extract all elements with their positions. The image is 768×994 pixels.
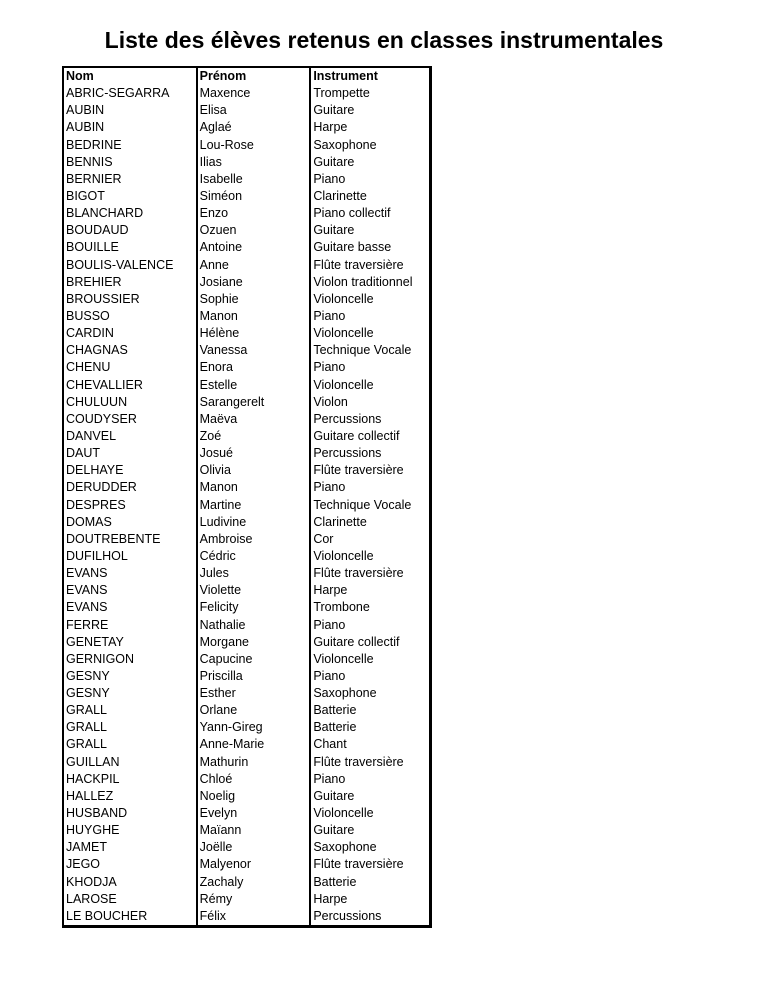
table-row [64,308,429,325]
cell-prenom: Siméon [198,188,312,205]
cell-prenom: Orlane [198,702,312,719]
table-row [64,582,429,599]
cell-instrument: Violoncelle [313,548,374,563]
cell-prenom: Sophie [198,291,312,308]
cell-nom: DAUT [64,445,198,462]
cell-nom: DANVEL [64,428,198,445]
cell-instrument: Batterie [313,874,357,889]
cell-instrument: Violoncelle [313,806,374,821]
cell-instrument: Guitare basse [313,240,392,255]
cell-nom: DERUDDER [64,479,198,496]
cell-nom: JEGO [64,856,198,873]
table-row [64,239,429,256]
cell-prenom: Yann-Gireg [198,719,312,736]
table-row [64,137,429,154]
cell-instrument: Flûte traversière [313,566,404,581]
cell-instrument: Batterie [313,720,357,735]
cell-prenom: Isabelle [198,171,312,188]
cell-instrument: Percussions [313,411,382,426]
cell-prenom: Enora [198,359,312,376]
cell-prenom: Cédric [198,548,312,565]
cell-instrument: Batterie [313,703,357,718]
cell-prenom: Anne [198,257,312,274]
cell-instrument: Piano [313,171,346,186]
cell-prenom: Enzo [198,205,312,222]
cell-nom: BIGOT [64,188,198,205]
cell-nom: DUFILHOL [64,548,198,565]
cell-instrument: Harpe [313,583,348,598]
table-row [64,85,429,102]
cell-prenom: Ambroise [198,531,312,548]
cell-prenom: Anne-Marie [198,736,312,753]
table-row [64,359,429,376]
cell-prenom: Joëlle [198,839,312,856]
cell-instrument: Guitare [313,823,355,838]
cell-instrument: Percussions [313,908,382,923]
cell-prenom: Morgane [198,634,312,651]
cell-nom: DOUTREBENTE [64,531,198,548]
table-row [64,634,429,651]
table-row [64,788,429,805]
cell-prenom: Lou-Rose [198,137,312,154]
cell-instrument: Clarinette [313,514,367,529]
cell-instrument: Technique Vocale [313,343,412,358]
cell-nom: BREHIER [64,274,198,291]
cell-instrument: Flûte traversière [313,857,404,872]
cell-instrument: Clarinette [313,188,367,203]
cell-prenom: Priscilla [198,668,312,685]
page-title: Liste des élèves retenus en classes instrumentales [104,27,664,53]
table-row [64,908,429,925]
header-nom: Nom [64,68,198,85]
cell-nom: BERNIER [64,171,198,188]
table-row [64,188,429,205]
cell-instrument: Flûte traversière [313,257,404,272]
table-row [64,497,429,514]
cell-nom: CHEVALLIER [64,377,198,394]
cell-nom: JAMET [64,839,198,856]
cell-instrument: Violoncelle [313,377,374,392]
cell-nom: EVANS [64,565,198,582]
cell-nom: BEDRINE [64,137,198,154]
cell-prenom: Aglaé [198,119,312,136]
cell-nom: HUSBAND [64,805,198,822]
table-row [64,805,429,822]
students-table [62,66,432,928]
table-row [64,822,429,839]
table-row [64,377,429,394]
cell-prenom: Martine [198,497,312,514]
cell-nom: COUDYSER [64,411,198,428]
table-row [64,754,429,771]
cell-instrument: Violoncelle [313,291,374,306]
cell-instrument: Trombone [313,600,370,615]
cell-nom: EVANS [64,599,198,616]
table-row [64,839,429,856]
cell-instrument: Percussions [313,446,382,461]
cell-nom: LAROSE [64,891,198,908]
cell-nom: BLANCHARD [64,205,198,222]
cell-instrument: Guitare collectif [313,428,400,443]
cell-prenom: Felicity [198,599,312,616]
cell-nom: GERNIGON [64,651,198,668]
cell-prenom: Estelle [198,377,312,394]
cell-nom: DOMAS [64,514,198,531]
table-header-row [64,68,429,85]
cell-nom: DESPRES [64,497,198,514]
cell-instrument: Guitare collectif [313,634,400,649]
table-row [64,411,429,428]
cell-instrument: Chant [313,737,347,752]
table-row [64,565,429,582]
table-row [64,514,429,531]
cell-nom: CHULUUN [64,394,198,411]
cell-prenom: Maëva [198,411,312,428]
table-row [64,394,429,411]
cell-instrument: Violon [313,394,348,409]
cell-prenom: Josué [198,445,312,462]
cell-instrument: Guitare [313,223,355,238]
cell-nom: GUILLAN [64,754,198,771]
table-row [64,171,429,188]
cell-prenom: Maïann [198,822,312,839]
cell-nom: AUBIN [64,102,198,119]
cell-prenom: Olivia [198,462,312,479]
cell-instrument: Violoncelle [313,326,374,341]
cell-nom: AUBIN [64,119,198,136]
table-row [64,531,429,548]
table-row [64,702,429,719]
table-row [64,342,429,359]
cell-nom: HUYGHE [64,822,198,839]
cell-instrument: Technique Vocale [313,497,412,512]
cell-nom: CARDIN [64,325,198,342]
table-row [64,291,429,308]
cell-prenom: Elisa [198,102,312,119]
cell-prenom: Manon [198,479,312,496]
cell-prenom: Manon [198,308,312,325]
cell-instrument: Piano [313,308,346,323]
table-row [64,874,429,891]
cell-prenom: Vanessa [198,342,312,359]
cell-prenom: Nathalie [198,617,312,634]
header-prenom: Prénom [198,68,312,85]
cell-instrument: Guitare [313,788,355,803]
table-row [64,479,429,496]
cell-nom: BROUSSIER [64,291,198,308]
cell-prenom: Sarangerelt [198,394,312,411]
cell-instrument: Piano [313,480,346,495]
table-row [64,325,429,342]
cell-prenom: Zachaly [198,874,312,891]
cell-instrument: Cor [313,531,334,546]
cell-instrument: Violon traditionnel [313,274,413,289]
cell-prenom: Maxence [198,85,312,102]
table-row [64,685,429,702]
cell-nom: HALLEZ [64,788,198,805]
cell-nom: GRALL [64,736,198,753]
cell-prenom: Ludivine [198,514,312,531]
table-row [64,617,429,634]
cell-instrument: Flûte traversière [313,754,404,769]
cell-nom: CHAGNAS [64,342,198,359]
cell-nom: LE BOUCHER [64,908,198,925]
table-row [64,668,429,685]
table-row [64,119,429,136]
table-row [64,445,429,462]
cell-nom: GESNY [64,685,198,702]
cell-nom: BOULIS-VALENCE [64,257,198,274]
cell-prenom: Jules [198,565,312,582]
table-row [64,222,429,239]
cell-instrument: Saxophone [313,686,377,701]
cell-prenom: Rémy [198,891,312,908]
table-row [64,205,429,222]
cell-nom: BOUDAUD [64,222,198,239]
header-instrument: Instrument [313,69,378,83]
cell-nom: BUSSO [64,308,198,325]
cell-nom: GESNY [64,668,198,685]
cell-prenom: Violette [198,582,312,599]
cell-nom: GENETAY [64,634,198,651]
cell-prenom: Evelyn [198,805,312,822]
table-row [64,102,429,119]
cell-nom: BENNIS [64,154,198,171]
table-row [64,154,429,171]
cell-prenom: Capucine [198,651,312,668]
cell-instrument: Piano [313,617,346,632]
cell-nom: ABRIC-SEGARRA [64,85,198,102]
cell-nom: CHENU [64,359,198,376]
cell-prenom: Malyenor [198,856,312,873]
cell-prenom: Zoé [198,428,312,445]
cell-prenom: Hélène [198,325,312,342]
cell-instrument: Guitare [313,103,355,118]
table-row [64,771,429,788]
cell-prenom: Mathurin [198,754,312,771]
cell-prenom: Ozuen [198,222,312,239]
table-row [64,736,429,753]
cell-instrument: Piano [313,771,346,786]
table-row [64,719,429,736]
table-row [64,257,429,274]
cell-instrument: Violoncelle [313,651,374,666]
cell-instrument: Piano [313,360,346,375]
cell-prenom: Félix [198,908,312,925]
table-row [64,274,429,291]
cell-nom: HACKPIL [64,771,198,788]
cell-nom: EVANS [64,582,198,599]
cell-instrument: Piano [313,668,346,683]
table-row [64,651,429,668]
cell-instrument: Saxophone [313,137,377,152]
cell-nom: FERRE [64,617,198,634]
cell-instrument: Harpe [313,120,348,135]
cell-prenom: Esther [198,685,312,702]
table-row [64,891,429,908]
cell-prenom: Josiane [198,274,312,291]
table-row [64,599,429,616]
cell-instrument: Trompette [313,86,370,101]
cell-prenom: Antoine [198,239,312,256]
cell-nom: BOUILLE [64,239,198,256]
cell-prenom: Noelig [198,788,312,805]
cell-nom: DELHAYE [64,462,198,479]
cell-prenom: Chloé [198,771,312,788]
cell-instrument: Piano collectif [313,206,391,221]
cell-nom: GRALL [64,719,198,736]
table-row [64,462,429,479]
cell-nom: GRALL [64,702,198,719]
table-row [64,428,429,445]
cell-instrument: Guitare [313,154,355,169]
cell-prenom: Ilias [198,154,312,171]
cell-instrument: Saxophone [313,840,377,855]
table-row [64,856,429,873]
table-row [64,548,429,565]
cell-instrument: Harpe [313,891,348,906]
cell-instrument: Flûte traversière [313,463,404,478]
cell-nom: KHODJA [64,874,198,891]
